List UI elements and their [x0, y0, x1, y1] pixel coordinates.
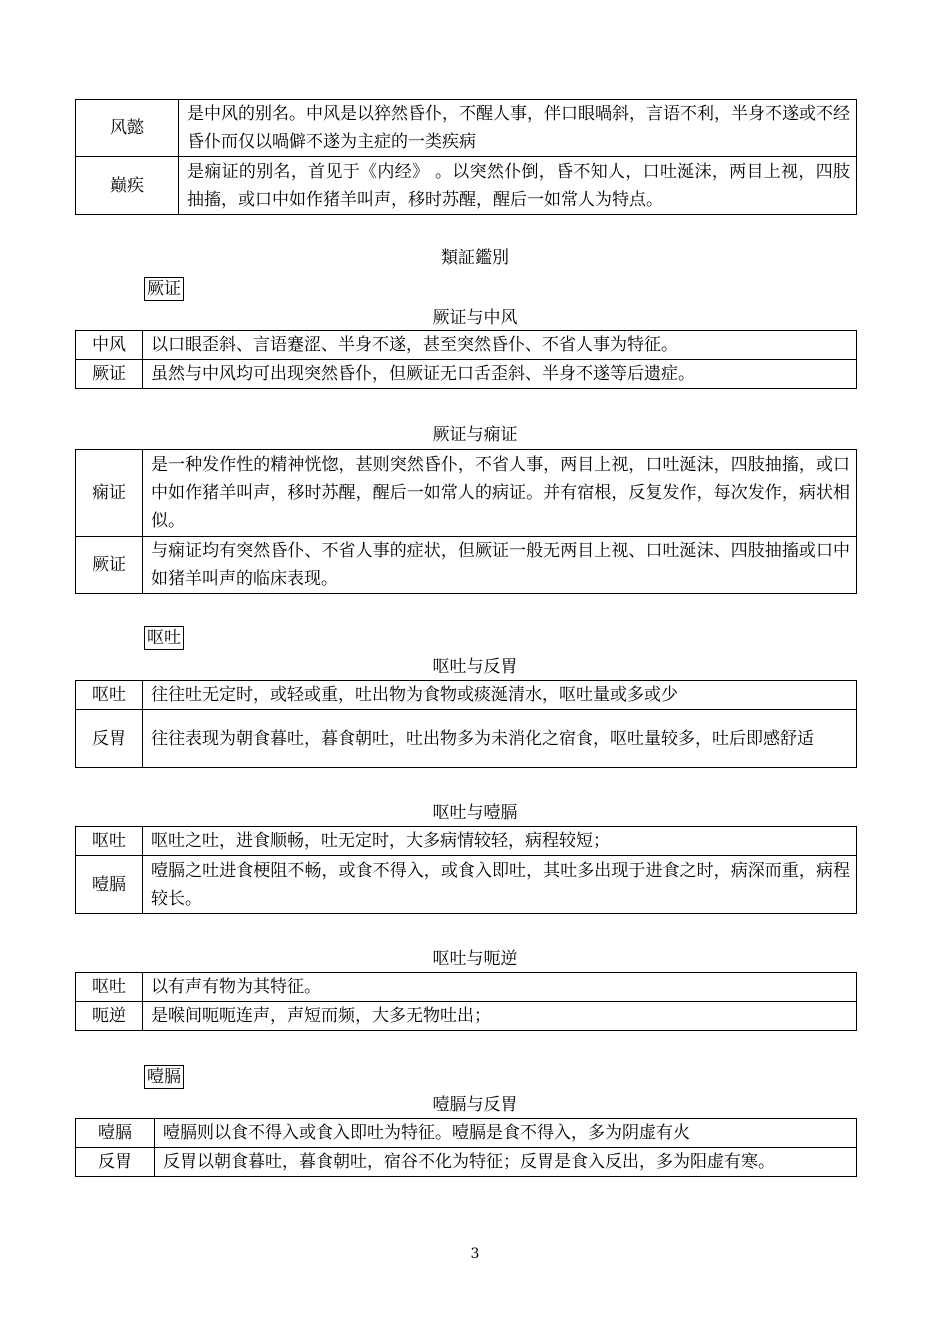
definition-cell: 是中风的别名。中风是以猝然昏仆，不醒人事，伴口眼喎斜，言语不利，半身不遂或不经昏仆而仅以喎僻不遂为主症的一类疾病 [179, 100, 857, 157]
comparison-title: 呕吐与呃逆 [432, 949, 518, 969]
table-row [76, 1002, 857, 1031]
table-row [76, 360, 857, 389]
table-row [76, 856, 857, 914]
comparison-table [75, 680, 857, 768]
term-cell: 反胃 [76, 710, 143, 768]
comparison-title: 噎膈与反胃 [432, 1095, 518, 1115]
comparison-table [75, 1118, 857, 1177]
definition-cell: 往往吐无定时，或轻或重，吐出物为食物或痰涎清水，呕吐量或多或少 [143, 681, 857, 710]
definition-cell: 是一种发作性的精神恍惚，甚则突然昏仆，不省人事，两目上视，口吐涎沫，四肢抽搐，或口中如作猪羊叫声，移时苏醒，醒后一如常人的病证。并有宿根，反复发作，每次发作，病状相似。 [143, 450, 857, 537]
section-title: 類証鑑別 [441, 248, 509, 268]
table-row [76, 100, 857, 157]
definition-cell: 以有声有物为其特征。 [143, 973, 857, 1002]
term-cell: 风懿 [76, 100, 179, 157]
comparison-table [75, 449, 857, 594]
table-row [76, 1148, 857, 1177]
term-cell: 厥证 [76, 360, 143, 389]
definition-cell: 是喉间呃呃连声，声短而频，大多无物吐出； [143, 1002, 857, 1031]
comparison-title: 厥证与痫证 [432, 425, 518, 445]
table-row [76, 710, 857, 768]
term-cell: 噎膈 [76, 1119, 155, 1148]
term-cell: 呕吐 [76, 681, 143, 710]
term-cell: 呕吐 [76, 827, 143, 856]
glossary-table [75, 99, 857, 215]
term-cell: 噎膈 [76, 856, 143, 914]
term-cell: 呃逆 [76, 1002, 143, 1031]
term-cell: 厥证 [76, 537, 143, 594]
table-row [76, 827, 857, 856]
table-row [76, 450, 857, 537]
definition-cell: 虽然与中风均可出现突然昏仆，但厥证无口舌歪斜、半身不遂等后遗症。 [143, 360, 857, 389]
group-label: 厥证 [144, 277, 184, 301]
table-row [76, 157, 857, 215]
definition-cell: 以口眼歪斜、言语蹇涩、半身不遂，甚至突然昏仆、不省人事为特征。 [143, 331, 857, 360]
term-cell: 痫证 [76, 450, 143, 537]
term-cell: 巅疾 [76, 157, 179, 215]
table-row [76, 973, 857, 1002]
definition-cell: 是痫证的别名，首见于《内经》 。以突然仆倒，昏不知人，口吐涎沫，两目上视，四肢抽搐，或口中如作猪羊叫声，移时苏醒，醒后一如常人为特点。 [179, 157, 857, 215]
comparison-table [75, 826, 857, 914]
group-label: 噎膈 [144, 1065, 184, 1089]
table-row [76, 1119, 857, 1148]
table-row [76, 681, 857, 710]
table-row [76, 331, 857, 360]
definition-cell: 噎膈则以食不得入或食入即吐为特征。噎膈是食不得入，多为阴虚有火 [155, 1119, 857, 1148]
term-cell: 呕吐 [76, 973, 143, 1002]
definition-cell: 噎膈之吐进食梗阻不畅，或食不得入，或食入即吐，其吐多出现于进食之时，病深而重，病程较长。 [143, 856, 857, 914]
comparison-table [75, 330, 857, 389]
definition-cell: 往往表现为朝食暮吐，暮食朝吐，吐出物多为未消化之宿食，呕吐量较多，吐后即感舒适 [143, 710, 857, 768]
term-cell: 反胃 [76, 1148, 155, 1177]
group-label: 呕吐 [144, 626, 184, 650]
page-number: 3 [470, 1246, 480, 1262]
definition-cell: 与痫证均有突然昏仆、不省人事的症状，但厥证一般无两目上视、口吐涎沫、四肢抽搐或口中如猪羊叫声的临床表现。 [143, 537, 857, 594]
comparison-title: 呕吐与反胃 [432, 657, 518, 677]
definition-cell: 呕吐之吐，进食顺畅，吐无定时，大多病情较轻，病程较短； [143, 827, 857, 856]
table-row [76, 537, 857, 594]
definition-cell: 反胃以朝食暮吐，暮食朝吐，宿谷不化为特征；反胃是食入反出，多为阳虚有寒。 [155, 1148, 857, 1177]
term-cell: 中风 [76, 331, 143, 360]
comparison-table [75, 972, 857, 1031]
comparison-title: 厥证与中风 [432, 308, 518, 328]
comparison-title: 呕吐与噎膈 [432, 803, 518, 823]
